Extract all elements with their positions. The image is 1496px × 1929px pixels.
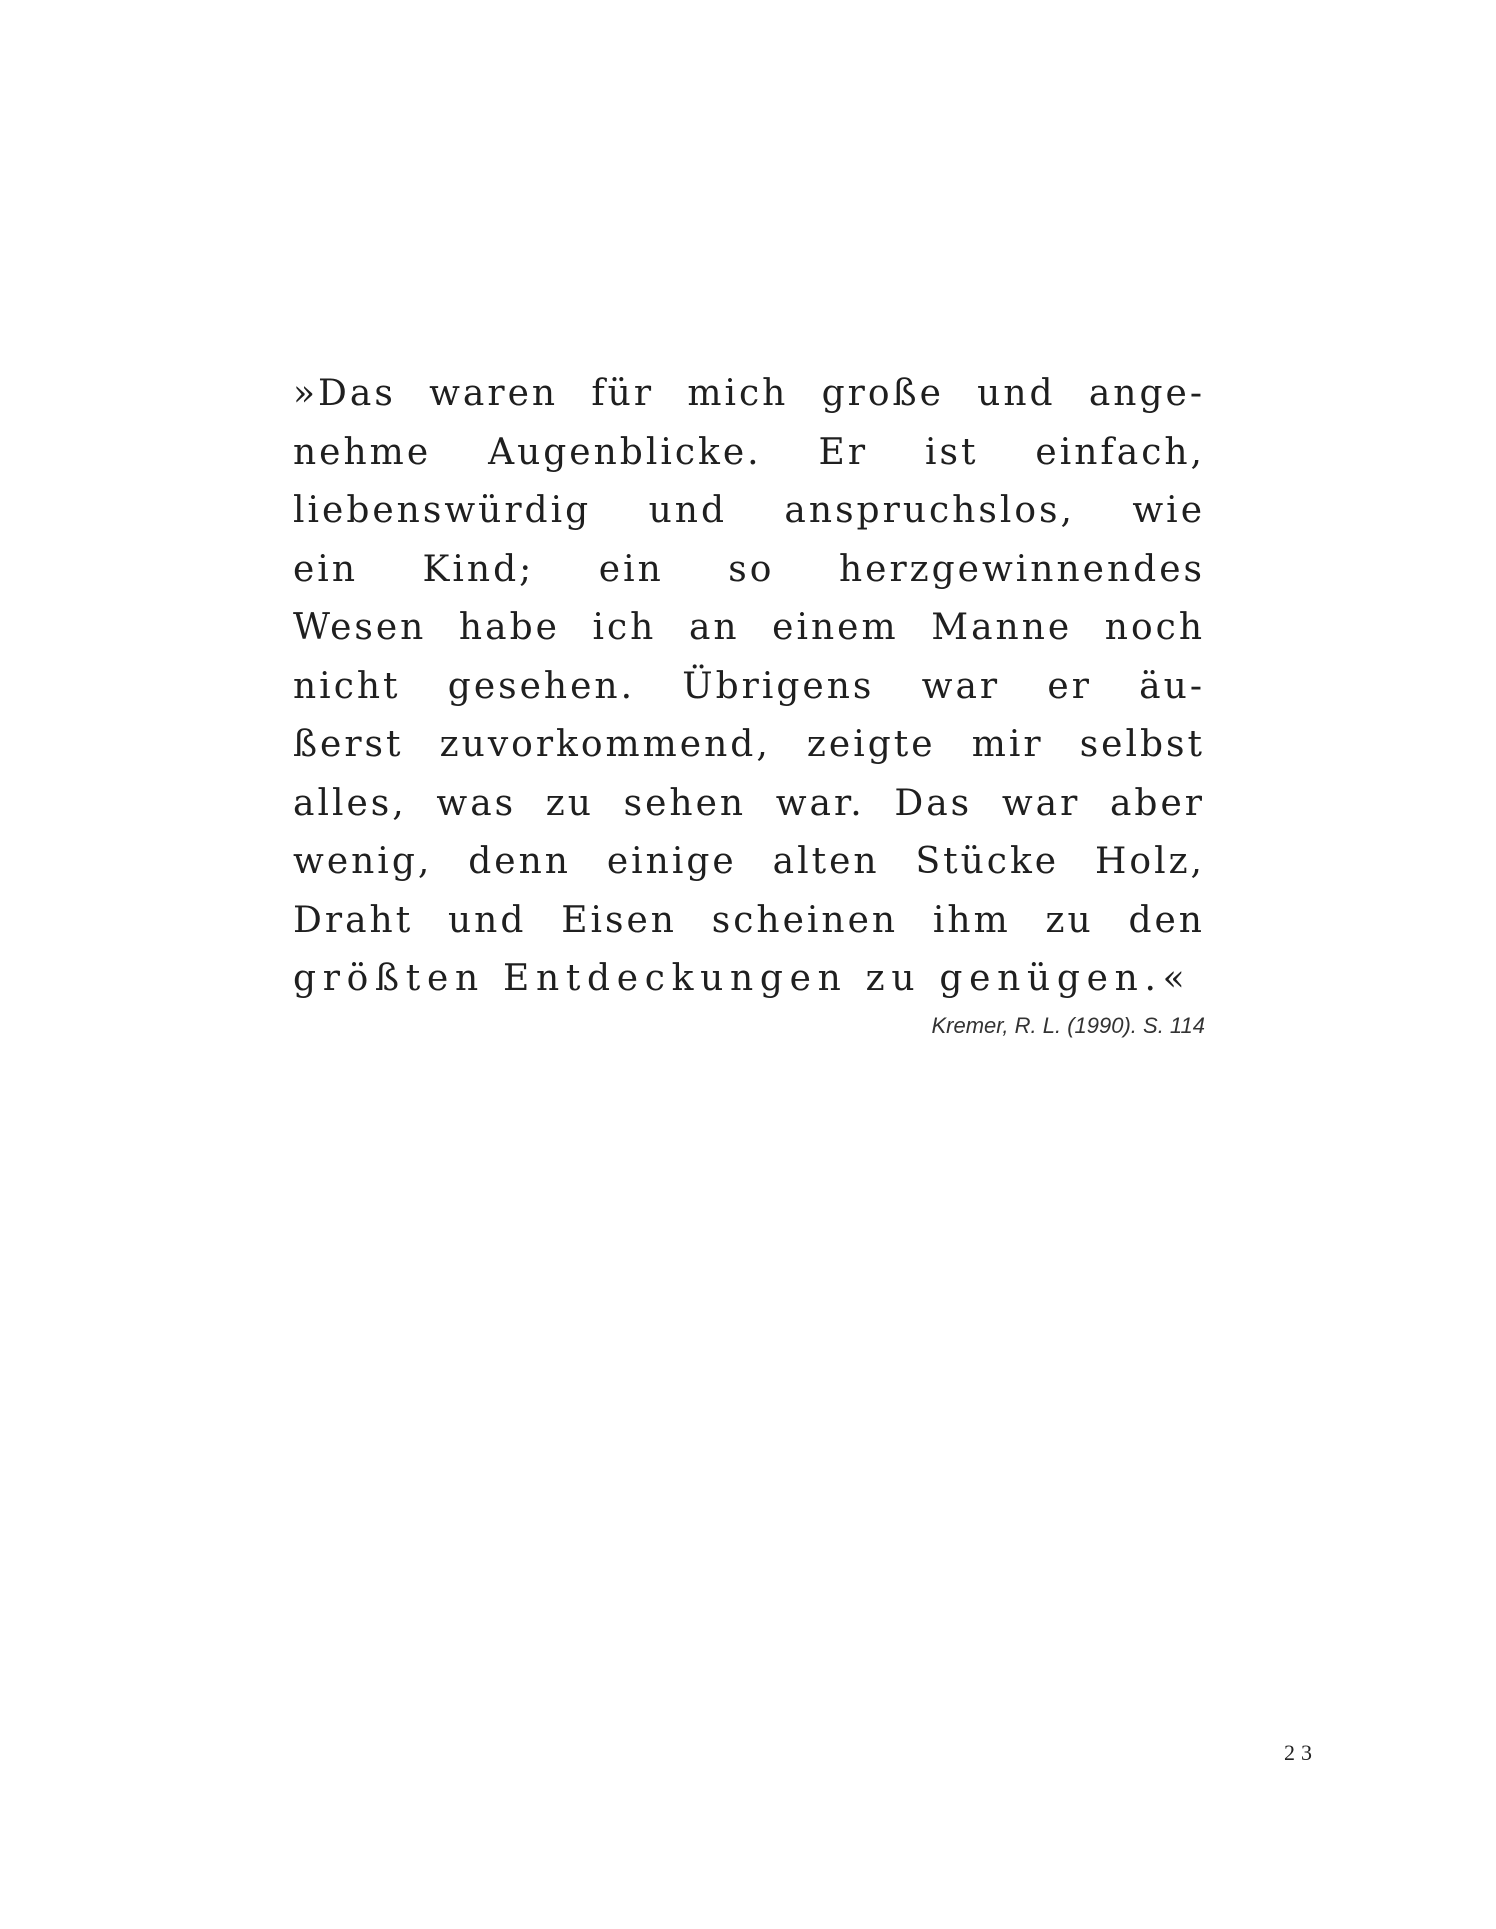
citation: Kremer, R. L. (1990). S. 114 [931, 1013, 1205, 1038]
quote-line: liebenswürdig und anspruchslos, wie [293, 490, 1205, 531]
quote-line: ßerst zuvorkommend, zeigte mir selbst [293, 724, 1205, 765]
quote-line: nicht gesehen. Übrigens war er äu- [293, 665, 1205, 707]
quote-line: Wesen habe ich an einem Manne noch [293, 607, 1205, 648]
quote-line: wenig, denn einige alten Stücke Holz, [293, 841, 1205, 882]
quote-line: alles, was zu sehen war. Das war aber [293, 782, 1205, 824]
quote-line: Draht und Eisen scheinen ihm zu den [293, 899, 1205, 941]
quote-block [293, 365, 1205, 1009]
quote-line-last: größten Entdeckungen zu genügen.« [293, 958, 1192, 999]
quote-line: ein Kind; ein so herzgewinnendes [293, 548, 1205, 590]
quote-line: nehme Augenblicke. Er ist einfach, [293, 431, 1205, 473]
page-number: 23 [1284, 1740, 1318, 1765]
quote-line: »Das waren für mich große und ange- [293, 373, 1205, 414]
